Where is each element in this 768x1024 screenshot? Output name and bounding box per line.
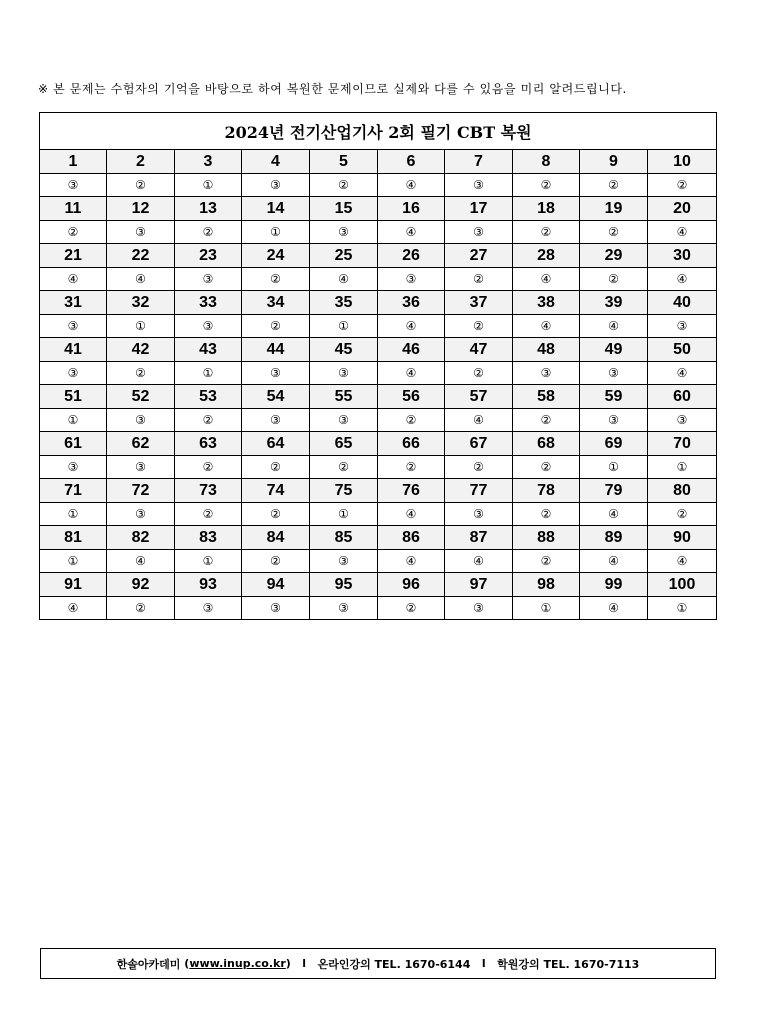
- answer-cell: ②: [242, 268, 310, 291]
- question-number-row: [40, 150, 717, 174]
- question-number-cell: 48: [513, 338, 580, 362]
- answer-row: [40, 597, 717, 620]
- question-number-cell: 96: [378, 573, 445, 597]
- question-number-cell: 41: [40, 338, 107, 362]
- question-number-cell: 59: [580, 385, 648, 409]
- question-number-cell: 38: [513, 291, 580, 315]
- answer-cell: ③: [378, 268, 445, 291]
- question-number-cell: 70: [648, 432, 717, 456]
- answer-cell: ①: [513, 597, 580, 620]
- answer-row: [40, 174, 717, 197]
- answer-cell: ③: [107, 456, 175, 479]
- question-number-cell: 74: [242, 479, 310, 503]
- answer-cell: ②: [242, 456, 310, 479]
- question-number-cell: 56: [378, 385, 445, 409]
- question-number-cell: 65: [310, 432, 378, 456]
- answer-cell: ③: [40, 174, 107, 197]
- question-number-cell: 43: [175, 338, 242, 362]
- question-number-cell: 26: [378, 244, 445, 268]
- question-number-row: [40, 291, 717, 315]
- question-number-cell: 14: [242, 197, 310, 221]
- answer-cell: ③: [40, 456, 107, 479]
- answer-cell: ①: [175, 362, 242, 385]
- answer-cell: ②: [580, 221, 648, 244]
- question-number-cell: 55: [310, 385, 378, 409]
- question-number-cell: 12: [107, 197, 175, 221]
- question-number-cell: 31: [40, 291, 107, 315]
- answer-cell: ②: [648, 503, 717, 526]
- question-number-row: [40, 338, 717, 362]
- answer-cell: ②: [378, 409, 445, 432]
- question-number-cell: 39: [580, 291, 648, 315]
- answer-cell: ④: [648, 550, 717, 573]
- question-number-row: [40, 244, 717, 268]
- answer-cell: ④: [580, 597, 648, 620]
- academy-lecture-tel: 학원강의 TEL. 1670-7113: [497, 957, 640, 971]
- question-number-cell: 97: [445, 573, 513, 597]
- question-number-cell: 49: [580, 338, 648, 362]
- question-number-cell: 58: [513, 385, 580, 409]
- question-number-cell: 29: [580, 244, 648, 268]
- answer-cell: ②: [378, 597, 445, 620]
- question-number-cell: 81: [40, 526, 107, 550]
- answer-row: [40, 456, 717, 479]
- answer-cell: ①: [310, 503, 378, 526]
- answer-row: [40, 221, 717, 244]
- answer-cell: ②: [513, 221, 580, 244]
- question-number-cell: 8: [513, 150, 580, 174]
- question-number-cell: 79: [580, 479, 648, 503]
- question-number-cell: 67: [445, 432, 513, 456]
- question-number-cell: 47: [445, 338, 513, 362]
- answer-row: [40, 409, 717, 432]
- question-number-cell: 9: [580, 150, 648, 174]
- question-number-cell: 30: [648, 244, 717, 268]
- question-number-cell: 40: [648, 291, 717, 315]
- table-title: 2024년 전기산업기사 2회 필기 CBT 복원: [40, 113, 717, 150]
- answer-cell: ①: [107, 315, 175, 338]
- answer-cell: ②: [445, 362, 513, 385]
- question-number-cell: 73: [175, 479, 242, 503]
- question-number-cell: 32: [107, 291, 175, 315]
- question-number-cell: 84: [242, 526, 310, 550]
- question-number-cell: 19: [580, 197, 648, 221]
- academy-url-link[interactable]: www.inup.co.kr: [189, 957, 286, 970]
- answer-cell: ③: [310, 550, 378, 573]
- answer-cell: ③: [513, 362, 580, 385]
- answer-cell: ③: [40, 315, 107, 338]
- question-number-cell: 71: [40, 479, 107, 503]
- answer-cell: ②: [513, 174, 580, 197]
- answer-cell: ③: [580, 362, 648, 385]
- answer-cell: ②: [107, 597, 175, 620]
- question-number-cell: 53: [175, 385, 242, 409]
- answer-cell: ③: [445, 503, 513, 526]
- question-number-cell: 54: [242, 385, 310, 409]
- answer-cell: ②: [648, 174, 717, 197]
- question-number-cell: 94: [242, 573, 310, 597]
- question-number-row: [40, 432, 717, 456]
- question-number-cell: 3: [175, 150, 242, 174]
- question-number-cell: 66: [378, 432, 445, 456]
- answer-cell: ③: [175, 597, 242, 620]
- question-number-cell: 17: [445, 197, 513, 221]
- answer-cell: ④: [513, 268, 580, 291]
- question-number-cell: 28: [513, 244, 580, 268]
- answer-cell: ④: [107, 268, 175, 291]
- question-number-cell: 77: [445, 479, 513, 503]
- question-number-cell: 76: [378, 479, 445, 503]
- question-number-cell: 68: [513, 432, 580, 456]
- answer-cell: ③: [40, 362, 107, 385]
- answer-cell: ②: [40, 221, 107, 244]
- question-number-cell: 46: [378, 338, 445, 362]
- answer-row: [40, 268, 717, 291]
- answer-cell: ②: [175, 456, 242, 479]
- question-number-cell: 63: [175, 432, 242, 456]
- answer-cell: ④: [513, 315, 580, 338]
- question-number-cell: 95: [310, 573, 378, 597]
- answer-cell: ③: [107, 221, 175, 244]
- question-number-cell: 36: [378, 291, 445, 315]
- online-lecture-tel: 온라인강의 TEL. 1670-6144: [317, 957, 471, 971]
- question-number-cell: 80: [648, 479, 717, 503]
- answer-cell: ③: [242, 409, 310, 432]
- question-number-cell: 87: [445, 526, 513, 550]
- answer-cell: ④: [445, 550, 513, 573]
- answer-cell: ③: [445, 221, 513, 244]
- answer-cell: ①: [242, 221, 310, 244]
- answer-cell: ①: [40, 409, 107, 432]
- answer-cell: ③: [310, 409, 378, 432]
- answer-cell: ②: [445, 456, 513, 479]
- answer-cell: ④: [648, 221, 717, 244]
- answer-cell: ④: [580, 550, 648, 573]
- question-number-cell: 18: [513, 197, 580, 221]
- answer-cell: ④: [648, 362, 717, 385]
- answer-cell: ③: [648, 409, 717, 432]
- answer-cell: ④: [40, 597, 107, 620]
- question-number-cell: 99: [580, 573, 648, 597]
- question-number-cell: 83: [175, 526, 242, 550]
- question-number-cell: 34: [242, 291, 310, 315]
- question-number-cell: 57: [445, 385, 513, 409]
- question-number-cell: 1: [40, 150, 107, 174]
- answer-cell: ③: [648, 315, 717, 338]
- question-number-row: [40, 385, 717, 409]
- answer-cell: ③: [107, 409, 175, 432]
- answer-cell: ②: [242, 503, 310, 526]
- answer-cell: ③: [242, 174, 310, 197]
- question-number-cell: 88: [513, 526, 580, 550]
- answer-cell: ②: [175, 221, 242, 244]
- answer-cell: ②: [242, 550, 310, 573]
- answer-cell: ②: [445, 315, 513, 338]
- answer-cell: ②: [580, 174, 648, 197]
- question-number-cell: 61: [40, 432, 107, 456]
- question-number-cell: 64: [242, 432, 310, 456]
- answer-cell: ③: [580, 409, 648, 432]
- question-number-cell: 62: [107, 432, 175, 456]
- question-number-cell: 45: [310, 338, 378, 362]
- answer-cell: ③: [310, 362, 378, 385]
- answer-cell: ③: [242, 597, 310, 620]
- answer-cell: ④: [107, 550, 175, 573]
- question-number-cell: 82: [107, 526, 175, 550]
- answer-cell: ①: [175, 174, 242, 197]
- question-number-cell: 2: [107, 150, 175, 174]
- answer-cell: ②: [175, 409, 242, 432]
- question-number-cell: 10: [648, 150, 717, 174]
- answer-cell: ④: [378, 550, 445, 573]
- question-number-cell: 75: [310, 479, 378, 503]
- footer: [40, 948, 716, 979]
- answer-cell: ②: [378, 456, 445, 479]
- answer-cell: ①: [310, 315, 378, 338]
- answer-cell: ③: [310, 597, 378, 620]
- question-number-cell: 37: [445, 291, 513, 315]
- question-number-cell: 93: [175, 573, 242, 597]
- answer-cell: ②: [445, 268, 513, 291]
- question-number-cell: 51: [40, 385, 107, 409]
- answer-row: [40, 503, 717, 526]
- question-number-cell: 50: [648, 338, 717, 362]
- answer-row: [40, 550, 717, 573]
- answer-cell: ④: [648, 268, 717, 291]
- answer-cell: ③: [175, 268, 242, 291]
- answer-cell: ①: [175, 550, 242, 573]
- question-number-cell: 24: [242, 244, 310, 268]
- question-number-cell: 86: [378, 526, 445, 550]
- answer-cell: ③: [445, 597, 513, 620]
- question-number-cell: 44: [242, 338, 310, 362]
- answer-cell: ②: [107, 174, 175, 197]
- answer-cell: ④: [40, 268, 107, 291]
- answer-cell: ③: [175, 315, 242, 338]
- question-number-cell: 21: [40, 244, 107, 268]
- answer-cell: ③: [107, 503, 175, 526]
- question-number-cell: 60: [648, 385, 717, 409]
- question-number-cell: 72: [107, 479, 175, 503]
- notice-text: ※ 본 문제는 수험자의 기억을 바탕으로 하여 복원한 문제이므로 실제와 다를 수 있음을 미리 알려드립니다.: [38, 82, 627, 96]
- question-number-cell: 6: [378, 150, 445, 174]
- question-number-cell: 33: [175, 291, 242, 315]
- answer-cell: ②: [513, 456, 580, 479]
- question-number-cell: 90: [648, 526, 717, 550]
- question-number-row: [40, 526, 717, 550]
- footer-separator: l: [302, 957, 307, 970]
- answer-row: [40, 315, 717, 338]
- question-number-cell: 52: [107, 385, 175, 409]
- url-open-paren: (: [184, 957, 190, 970]
- answer-cell: ④: [580, 315, 648, 338]
- question-number-cell: 85: [310, 526, 378, 550]
- question-number-cell: 25: [310, 244, 378, 268]
- question-number-cell: 15: [310, 197, 378, 221]
- question-number-cell: 5: [310, 150, 378, 174]
- answer-cell: ③: [242, 362, 310, 385]
- question-number-cell: 23: [175, 244, 242, 268]
- answer-cell: ④: [378, 315, 445, 338]
- question-number-cell: 13: [175, 197, 242, 221]
- question-number-row: [40, 573, 717, 597]
- question-number-cell: 98: [513, 573, 580, 597]
- question-number-cell: 91: [40, 573, 107, 597]
- question-number-cell: 42: [107, 338, 175, 362]
- answer-cell: ④: [378, 362, 445, 385]
- answer-cell: ③: [310, 221, 378, 244]
- answer-cell: ①: [648, 597, 717, 620]
- answer-cell: ①: [40, 550, 107, 573]
- answer-cell: ①: [648, 456, 717, 479]
- answer-cell: ④: [310, 268, 378, 291]
- question-number-cell: 11: [40, 197, 107, 221]
- answer-cell: ④: [580, 503, 648, 526]
- answer-cell: ④: [378, 221, 445, 244]
- answer-cell: ②: [242, 315, 310, 338]
- answer-cell: ②: [580, 268, 648, 291]
- answer-table: [39, 112, 717, 620]
- footer-separator: l: [481, 957, 486, 970]
- question-number-cell: 89: [580, 526, 648, 550]
- answer-cell: ①: [580, 456, 648, 479]
- answer-cell: ②: [310, 174, 378, 197]
- answer-cell: ②: [175, 503, 242, 526]
- question-number-cell: 22: [107, 244, 175, 268]
- answer-cell: ①: [40, 503, 107, 526]
- question-number-cell: 4: [242, 150, 310, 174]
- question-number-cell: 35: [310, 291, 378, 315]
- answer-row: [40, 362, 717, 385]
- answer-cell: ②: [310, 456, 378, 479]
- answer-cell: ③: [445, 174, 513, 197]
- question-number-cell: 16: [378, 197, 445, 221]
- question-number-row: [40, 197, 717, 221]
- answer-cell: ②: [513, 503, 580, 526]
- academy-name: 한솔아카데미: [116, 957, 181, 971]
- answer-cell: ④: [378, 174, 445, 197]
- answer-cell: ②: [513, 409, 580, 432]
- question-number-row: [40, 479, 717, 503]
- url-close-paren: ): [285, 957, 291, 970]
- question-number-cell: 20: [648, 197, 717, 221]
- answer-cell: ②: [107, 362, 175, 385]
- question-number-cell: 100: [648, 573, 717, 597]
- answer-cell: ④: [445, 409, 513, 432]
- answer-cell: ②: [513, 550, 580, 573]
- answer-cell: ④: [378, 503, 445, 526]
- question-number-cell: 69: [580, 432, 648, 456]
- question-number-cell: 78: [513, 479, 580, 503]
- question-number-cell: 27: [445, 244, 513, 268]
- question-number-cell: 92: [107, 573, 175, 597]
- question-number-cell: 7: [445, 150, 513, 174]
